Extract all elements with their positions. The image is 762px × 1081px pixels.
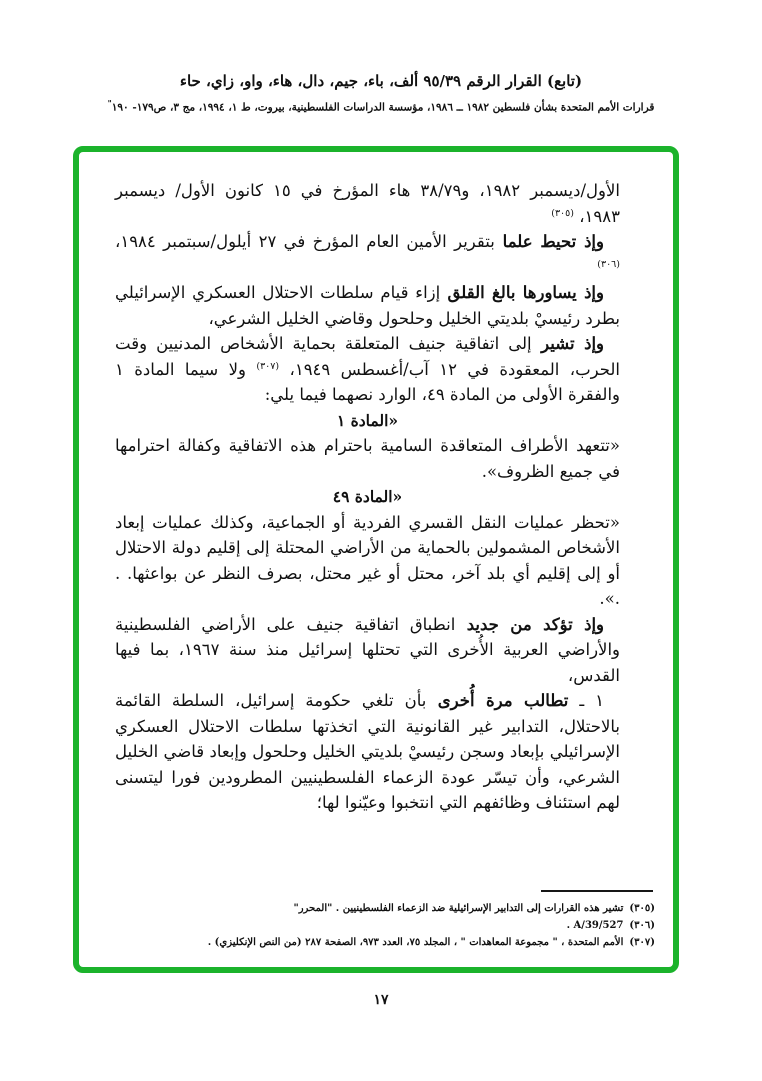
paragraph-continuation (115, 178, 620, 229)
footnote-306 (109, 917, 655, 934)
footnote-number: (٣٠٦) (629, 920, 655, 931)
page-title: (تابع) القرار الرقم ٩٥/٣٩ ألف، باء، جيم، دال، هاء، واو، زاي، حاء (179, 72, 583, 90)
footnote-number: (٣٠٥) (629, 903, 655, 914)
paragraph-text: بأن تلغي حكومة إسرائيل، السلطة القائمة بالاحتلال، التدابير غير القانونية التي اتخذتها سلطات الاحتلال العسكري الإسرائيلي بإبعاد وسجن رئيسيْ بلديتي الخليل وحلحول وإبعاد قاضي الخليل الشرعي، وأن تيسّر عودة الزعماء الفلسطينيين المطرودين فورا ليتسنى لهم استئناف وظائفهم التي انتخبوا وعيّنوا لها؛ (115, 691, 620, 812)
paragraph-lead: تطالب مرة أُخرى (426, 691, 569, 710)
operative-paragraph-1 (115, 688, 620, 816)
green-highlight-frame (73, 146, 679, 973)
paragraph-taking-note (115, 229, 620, 280)
paragraph-lead: وإذ تحيط علما (494, 232, 604, 251)
page-number: ١٧ (373, 992, 389, 1008)
paragraph-reaffirming (115, 612, 620, 689)
paragraph-text: ولا سيما المادة ١ والفقرة الأولى من المادة ٤٩، الوارد نصهما فيما يلي: (115, 359, 620, 404)
paragraph-text: الأول/ديسمبر ١٩٨٢، و٣٨/٧٩ هاء المؤرخ في ١٥ كانون الأول/ ديسمبر ١٩٨٣، (115, 181, 620, 226)
footnote-ref-307: (٣٠٧) (256, 360, 280, 372)
article-1-heading: «المادة ١ (336, 410, 399, 430)
paragraph-recalling-geneva (115, 331, 620, 408)
source-citation-line (0, 98, 762, 114)
footnote-ref-306: (٣٠٦) (597, 258, 620, 270)
paragraph-number: ١ ـ (568, 691, 604, 710)
footnote-text: A/39/527 . (566, 920, 624, 931)
paragraph-lead: وإذ تشير (531, 334, 604, 353)
paragraph-text: انطباق اتفاقية جنيف على الأراضي الفلسطينية والأراضي العربية الأُخرى التي تحتلها إسرائيل منذ سنة ١٩٦٧، بما فيها القدس، (115, 614, 620, 685)
article-1-text: «تتعهد الأطراف المتعاقدة السامية باحترام هذه الاتفاقية وكفالة احترامها في جميع الظروف». (115, 436, 620, 481)
footnote-number: (٣٠٧) (629, 937, 655, 948)
footnote-text: تشير هذه القرارات إلى التدابير الإسرائيلية ضد الزعماء الفلسطينيين . "المحرر" (293, 903, 624, 914)
footnote-text: الأمم المتحدة ، " مجموعة المعاهدات " ، المجلد ٧٥، العدد ٩٧٣، الصفحة ٢٨٧ (من النص الإنكليزي) . (207, 937, 624, 948)
document-body (115, 178, 620, 816)
source-citation-mark: " (107, 98, 112, 108)
paragraph-gravely-concerned (115, 280, 620, 331)
article-49-heading: «المادة ٤٩ (332, 487, 403, 506)
footnote-307 (109, 934, 655, 951)
footnote-ref-305: (٣٠٥) (551, 207, 574, 219)
paragraph-text: بتقرير الأمين العام المؤرخ في ٢٧ أيلول/سبتمبر ١٩٨٤، (115, 232, 495, 251)
paragraph-text: إزاء قيام سلطات الاحتلال العسكري الإسرائيلي بطرد رئيسيْ بلديتي الخليل وحلحول وقاضي الخليل الشرعي، (115, 283, 620, 328)
paragraph-lead: وإذ تؤكد من جديد (455, 614, 604, 634)
source-citation-text: قرارات الأمم المتحدة بشأن فلسطين ١٩٨٢ ــ ١٩٨٦، مؤسسة الدراسات الفلسطينية، بيروت، ط ١، ١٩٩٤، مج ٣، ص١٧٩- ١٩٠ (111, 101, 655, 114)
page-header (0, 72, 762, 114)
footnote-305 (109, 900, 655, 917)
paragraph-lead: وإذ يساورها بالغ القلق (440, 283, 604, 302)
footnotes-block (109, 890, 655, 951)
footnote-separator (541, 890, 653, 892)
paragraph-text: إلى اتفاقية جنيف المتعلقة بحماية الأشخاص المدنيين وقت الحرب، المعقودة في ١٢ آب/أغسطس ١٩٤٩، (115, 334, 620, 379)
article-49-text: «تحظر عمليات النقل القسري الفردية أو الجماعية، وكذلك عمليات إبعاد الأشخاص المشمولين بالحماية من الأراضي المحتلة إلى إقليم دولة الاحتلال أو إلى إقليم أي بلد آخر، محتل أو غير محتل، بصرف النظر عن بواعثها. . .». (115, 512, 620, 608)
